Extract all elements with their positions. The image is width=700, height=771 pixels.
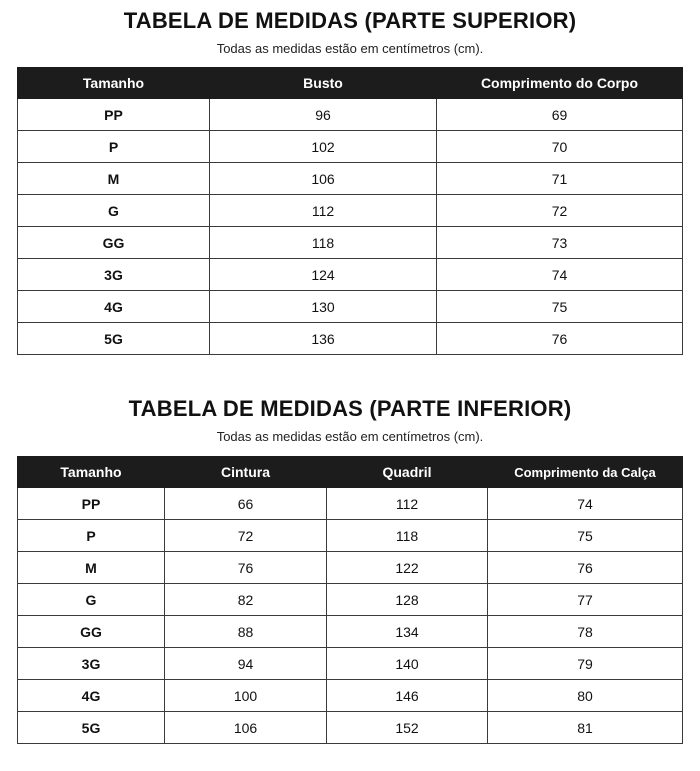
waist-cell: 88 <box>165 616 327 648</box>
table-row <box>18 99 683 131</box>
waist-cell: 66 <box>165 488 327 520</box>
table-row <box>18 616 683 648</box>
hip-cell: 112 <box>327 488 488 520</box>
table-row <box>18 680 683 712</box>
table-row <box>18 712 683 744</box>
table-row <box>18 323 683 355</box>
bust-cell: 136 <box>210 323 437 355</box>
size-cell: 4G <box>18 680 165 712</box>
bust-cell: 130 <box>210 291 437 323</box>
size-cell: 3G <box>18 259 210 291</box>
body-length-cell: 70 <box>437 131 683 163</box>
pants-length-cell: 79 <box>488 648 683 680</box>
hip-cell: 146 <box>327 680 488 712</box>
table-row <box>18 291 683 323</box>
body-length-cell: 72 <box>437 195 683 227</box>
hip-cell: 128 <box>327 584 488 616</box>
pants-length-cell: 74 <box>488 488 683 520</box>
size-cell: P <box>18 520 165 552</box>
bottom-size-chart-section <box>0 394 700 736</box>
waist-cell: 72 <box>165 520 327 552</box>
body-length-cell: 75 <box>437 291 683 323</box>
waist-cell: 94 <box>165 648 327 680</box>
waist-cell: 76 <box>165 552 327 584</box>
hip-cell: 140 <box>327 648 488 680</box>
waist-cell: 100 <box>165 680 327 712</box>
body-length-cell: 69 <box>437 99 683 131</box>
size-cell: 3G <box>18 648 165 680</box>
column-header-bust: Busto <box>210 68 437 99</box>
column-header-hip: Quadril <box>327 457 488 488</box>
hip-cell: 134 <box>327 616 488 648</box>
column-header-body-length: Comprimento do Corpo <box>437 68 683 99</box>
top-chart-title: TABELA DE MEDIDAS (PARTE SUPERIOR) <box>123 8 577 33</box>
size-cell: PP <box>18 488 165 520</box>
table-row <box>18 163 683 195</box>
top-size-chart-section <box>0 6 700 347</box>
size-cell: 5G <box>18 712 165 744</box>
table-header-row <box>18 457 683 488</box>
waist-cell: 106 <box>165 712 327 744</box>
pants-length-cell: 78 <box>488 616 683 648</box>
table-row <box>18 584 683 616</box>
hip-cell: 122 <box>327 552 488 584</box>
waist-cell: 82 <box>165 584 327 616</box>
top-chart-subtitle: Todas as medidas estão em centímetros (cm). <box>216 41 484 56</box>
table-row <box>18 552 683 584</box>
bottom-chart-title: TABELA DE MEDIDAS (PARTE INFERIOR) <box>128 396 572 421</box>
body-length-cell: 73 <box>437 227 683 259</box>
table-row <box>18 488 683 520</box>
table-row <box>18 195 683 227</box>
bust-cell: 96 <box>210 99 437 131</box>
size-cell: M <box>18 552 165 584</box>
table-row <box>18 259 683 291</box>
size-cell: P <box>18 131 210 163</box>
bottom-chart-subtitle: Todas as medidas estão em centímetros (cm). <box>216 429 484 444</box>
bust-cell: 118 <box>210 227 437 259</box>
size-cell: G <box>18 584 165 616</box>
size-cell: M <box>18 163 210 195</box>
bust-cell: 106 <box>210 163 437 195</box>
table-row <box>18 520 683 552</box>
bust-cell: 112 <box>210 195 437 227</box>
size-cell: GG <box>18 227 210 259</box>
size-cell: PP <box>18 99 210 131</box>
size-cell: 5G <box>18 323 210 355</box>
column-header-waist: Cintura <box>165 457 327 488</box>
bust-cell: 124 <box>210 259 437 291</box>
body-length-cell: 74 <box>437 259 683 291</box>
column-header-size: Tamanho <box>18 457 165 488</box>
size-cell: G <box>18 195 210 227</box>
column-header-pants-length: Comprimento da Calça <box>488 457 683 488</box>
body-length-cell: 76 <box>437 323 683 355</box>
hip-cell: 152 <box>327 712 488 744</box>
column-header-size: Tamanho <box>18 68 210 99</box>
table-row <box>18 227 683 259</box>
pants-length-cell: 77 <box>488 584 683 616</box>
bottom-size-table <box>17 456 683 744</box>
bust-cell: 102 <box>210 131 437 163</box>
size-cell: GG <box>18 616 165 648</box>
pants-length-cell: 75 <box>488 520 683 552</box>
size-cell: 4G <box>18 291 210 323</box>
body-length-cell: 71 <box>437 163 683 195</box>
top-size-table <box>17 67 683 355</box>
table-row <box>18 648 683 680</box>
table-row <box>18 131 683 163</box>
pants-length-cell: 81 <box>488 712 683 744</box>
pants-length-cell: 80 <box>488 680 683 712</box>
table-header-row <box>18 68 683 99</box>
pants-length-cell: 76 <box>488 552 683 584</box>
hip-cell: 118 <box>327 520 488 552</box>
